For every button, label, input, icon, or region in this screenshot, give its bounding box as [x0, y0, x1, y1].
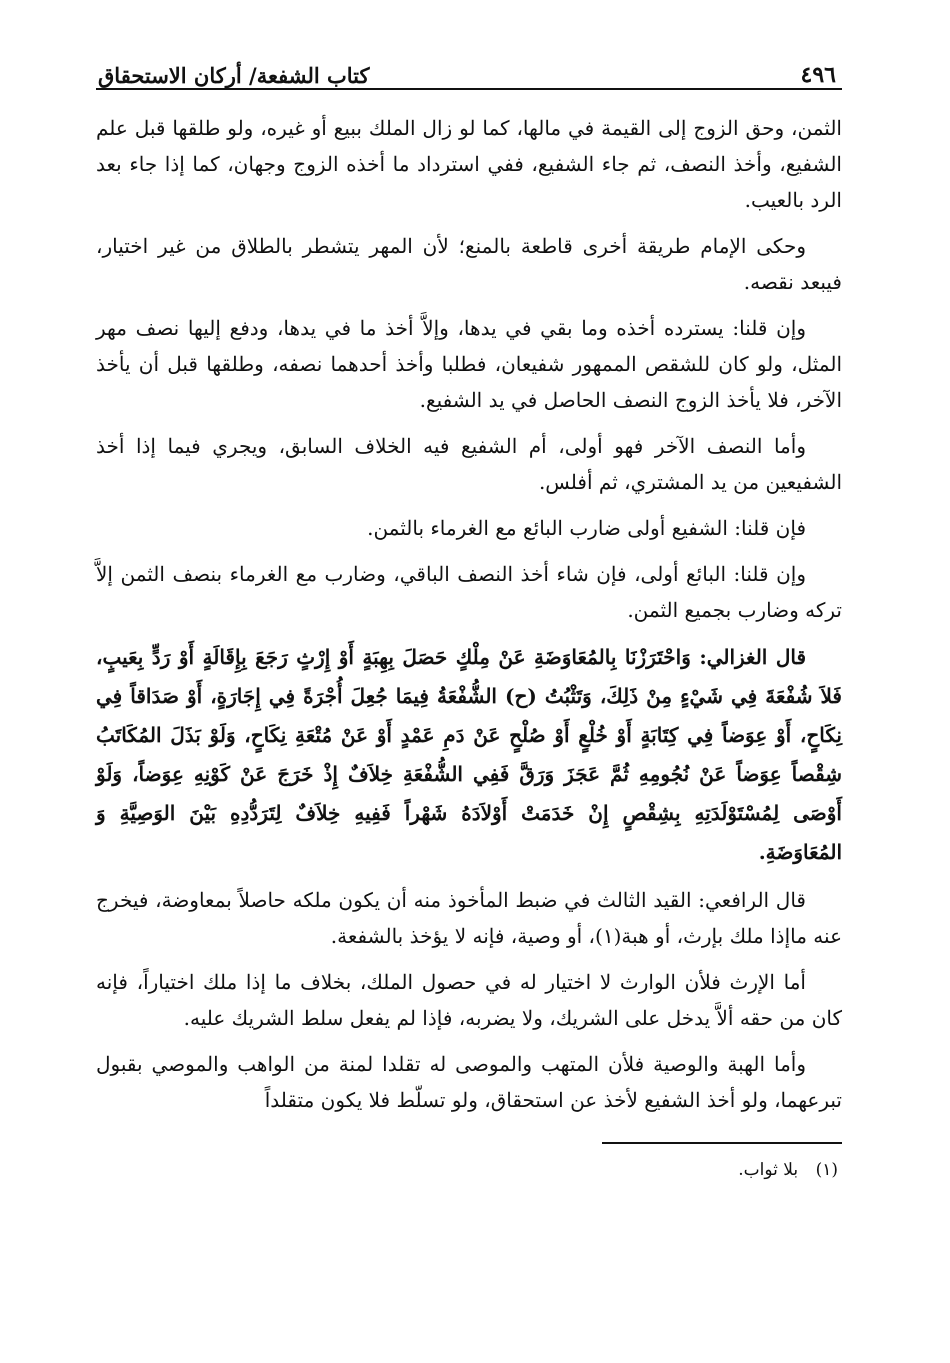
page-number: ٤٩٦ [800, 62, 836, 88]
paragraph-1: الثمن، وحق الزوج إلى القيمة في مالها، كما لو زال الملك ببيع أو غيره، ولو طلقها قبل علم الشفيع، وأخذ النصف، ثم جاء الشفيع، ففي استرداد ما أخذه الزوج وجهان، كما إذا جاء بعد الرد بالعيب. [96, 116, 842, 212]
footnote-divider [602, 1142, 842, 1144]
ghazali-text-paragraph: قال الغزالي: وَاحْتَرَزْنَا بِالمُعَاوَضَةِ عَنْ مِلْكٍ حَصَلَ بِهِبَةٍ أَوْ إِرْثٍ رَجَعَ بِإِقَالَةٍ أَوْ رَدٍّ بِعَيبٍ، فَلاَ شُفْعَةَ فِي شَيْءٍ مِنْ ذَلِكَ، وَتَثْبُتُ (ح) الشُّفْعَةُ فِيمَا جُعِلَ أُجْرَةً فِي إِجَارَةٍ، أَوْ صَدَاقاً فِي نِكَاحٍ، أَوْ عِوَضاً فِي كِتَابَةٍ أَوْ خُلْعٍ أَوْ صُلْحٍ عَنْ دَمِ عَمْدٍ أَوْ عَنْ مُتْعَةِ نِكَاحٍ، وَلَوْ بَذَلَ المُكَاتَبُ شِقْصاً عِوَضاً عَنْ نُجُومِهِ ثُمَّ عَجَزَ وَرَقَّ فَفِي الشُّفْعَةِ خِلاَفٌ إِذْ خَرَجَ عَنْ كَوْنِهِ عِوَضاً، وَلَوْ أَوْصَى لِمُسْتَوْلَدَتِهِ بِشِقْصٍ إِنْ خَدَمَتْ أَوْلاَدَهُ شَهْراً فَفِيهِ خِلاَفٌ لِتَرَدُّدِهِ بَيْنَ الوَصِيَّةِ وَ المُعَاوَضَةِ. [96, 645, 842, 864]
body-text [96, 110, 842, 1118]
book-title: كتاب الشفعة/ أركان الاستحقاق [98, 63, 370, 88]
paragraph-2: وحكى الإمام طريقة أخرى قاطعة بالمنع؛ لأن المهر يتشطر بالطلاق من غير اختيار، فيبعد نقصه. [96, 234, 842, 294]
running-head [96, 46, 842, 90]
paragraph-4: وأما النصف الآخر فهو أولى، أم الشفيع فيه الخلاف السابق، ويجري فيما إذا أخذ الشفيعين من يد المشتري، ثم أفلس. [96, 434, 842, 494]
paragraph-8: قال الرافعي: القيد الثالث في ضبط المأخوذ منه أن يكون ملكه حاصلاً بمعاوضة، فيخرج عنه ماإذا ملك بإرث، أو هبة(١)، أو وصية، فإنه لا يؤخذ بالشفعة. [96, 888, 842, 948]
footnote-text: بلا ثواب. [738, 1160, 799, 1180]
paragraph-6: وإن قلنا: البائع أولى، فإن شاء أخذ النصف الباقي، وضارب مع الغرماء بنصف الثمن إلاَّ تركه وضارب بجميع الثمن. [96, 562, 842, 622]
book-page [96, 46, 842, 1180]
paragraph-9: أما الإرث فلأن الوارث لا اختيار له في حصول الملك، بخلاف ما إذا ملك اختياراً، فإنه كان من حقه ألاَّ يدخل على الشريك، ولا يضربه، فإذا لم يفعل سلط الشريك عليه. [96, 970, 842, 1030]
paragraph-5: فإن قلنا: الشفيع أولى ضارب البائع مع الغرماء بالثمن. [367, 516, 806, 540]
paragraph-10: وأما الهبة والوصية فلأن المتهب والموصى له تقلدا لمنة من الواهب والموصي بقبول تبرعهما، ولو أخذ الشفيع لأخذ عن استحقاق، ولو تسلّط فلا يكون متقلداً [96, 1052, 842, 1112]
paragraph-3: وإن قلنا: يسترده أخذه وما بقي في يدها، وإلاَّ أخذ ما في يدها، ودفع إليها نصف مهر المثل، ولو كان للشقص الممهور شفيعان، فطلبا وأخذ أحدهما نصفه، وطلقها قبل أن يأخذ الآخر، فلا يأخذ الزوج النصف الحاصل في يد الشفيع. [96, 316, 842, 412]
footnote [96, 1160, 842, 1180]
footnote-number: (١) [815, 1160, 838, 1180]
